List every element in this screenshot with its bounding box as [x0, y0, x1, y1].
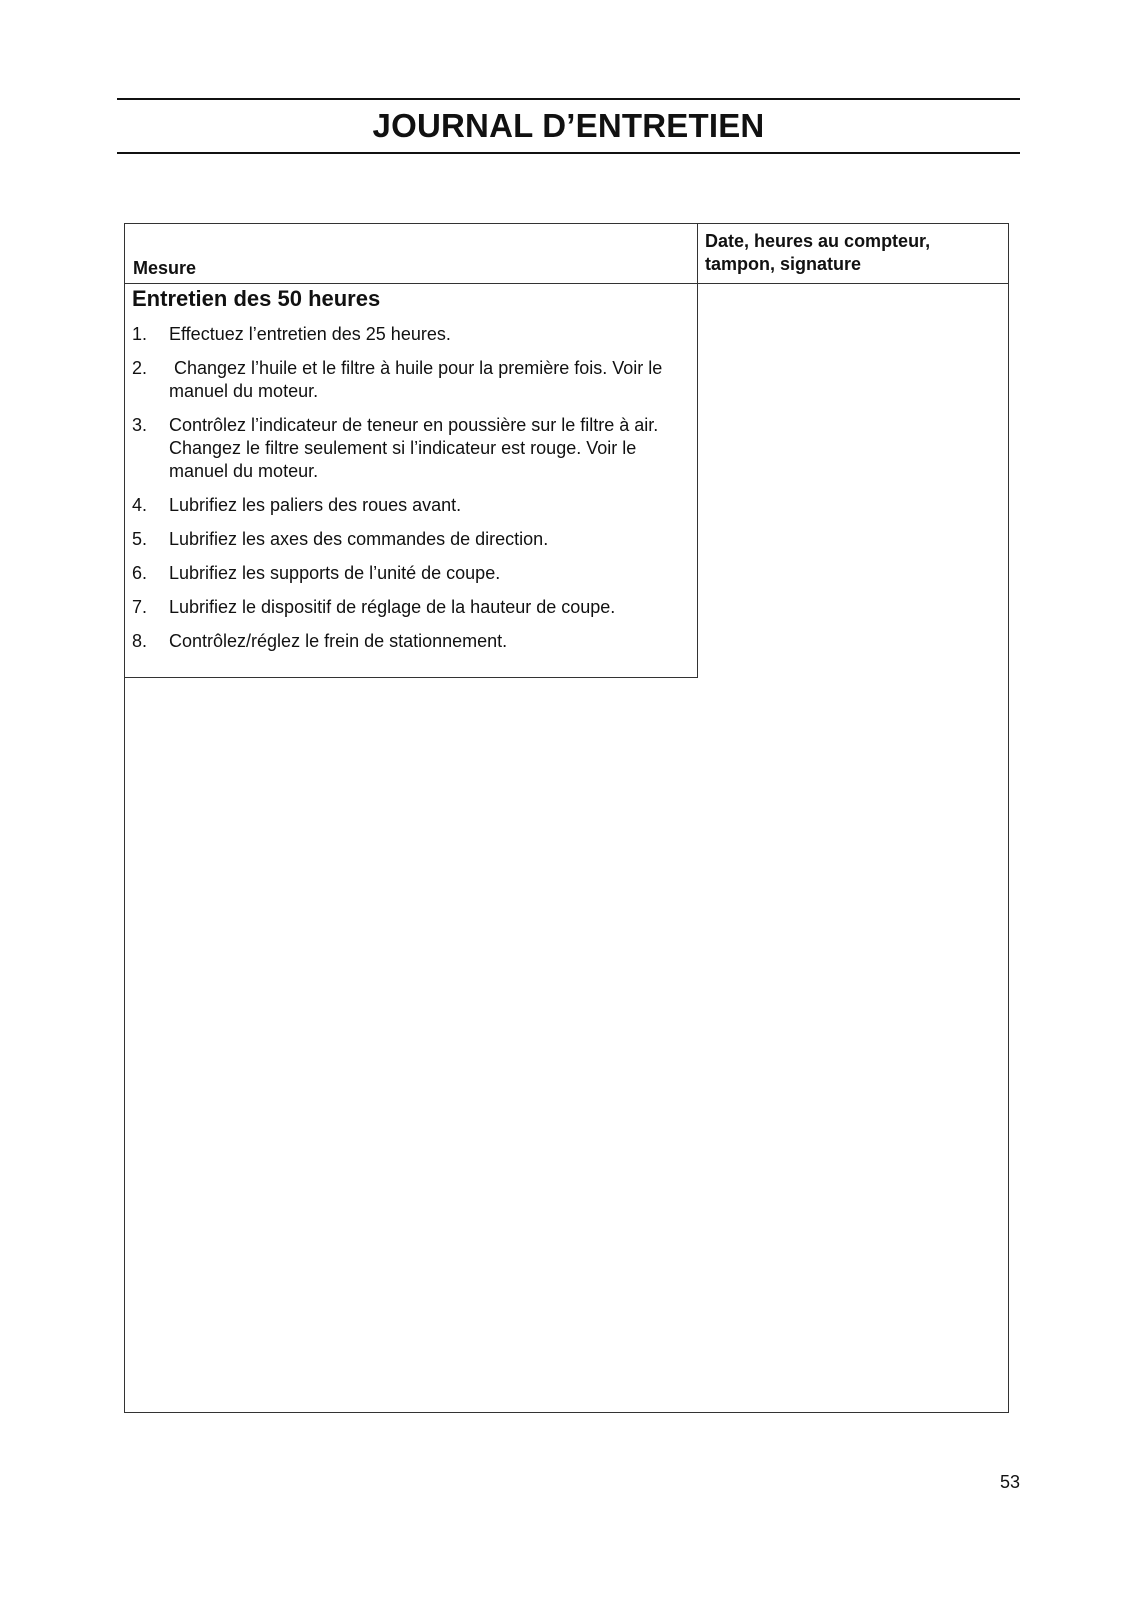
- task-item: [132, 596, 687, 619]
- task-number: 5.: [132, 529, 148, 549]
- page-title: JOURNAL D’ENTRETIEN: [372, 107, 765, 144]
- section-title: Entretien des 50 heures: [132, 286, 381, 311]
- task-text: Contrôlez l’indicateur de teneur en poussière sur le filtre à air. Changez le filtre seulement si l’indicateur est rouge. Voir le manuel du moteur.: [169, 415, 659, 481]
- task-item: [132, 562, 687, 585]
- task-text: Lubrifiez les axes des commandes de direction.: [169, 529, 549, 549]
- title-rule-bottom: [117, 152, 1020, 154]
- task-text: Lubrifiez le dispositif de réglage de la hauteur de coupe.: [169, 597, 616, 617]
- task-number: 2.: [132, 358, 148, 378]
- task-number: 1.: [132, 324, 148, 344]
- task-text: Changez l’huile et le filtre à huile pour la première fois. Voir le manuel du moteur.: [169, 358, 663, 401]
- task-item: [132, 630, 687, 653]
- task-text: Effectuez l’entretien des 25 heures.: [169, 324, 451, 344]
- maintenance-log-table: [124, 223, 1009, 1413]
- task-item: [132, 414, 687, 483]
- task-item: [132, 528, 687, 551]
- task-item: [132, 323, 687, 346]
- page-number: 53: [999, 1472, 1020, 1492]
- title-rule-top: [117, 98, 1020, 100]
- task-number: 7.: [132, 597, 148, 617]
- header-measure: Mesure: [133, 258, 197, 278]
- task-number: 3.: [132, 415, 148, 435]
- column-divider: [697, 224, 698, 677]
- task-item: [132, 357, 687, 403]
- measure-cell-bottom-border: [125, 677, 698, 678]
- header-divider: [125, 283, 1008, 284]
- header-date-signature: Date, heures au compteur, tampon, signature: [705, 231, 931, 274]
- task-text: Contrôlez/réglez le frein de stationnement.: [169, 631, 508, 651]
- task-number: 8.: [132, 631, 148, 651]
- task-item: [132, 494, 687, 517]
- task-number: 4.: [132, 495, 148, 515]
- task-number: 6.: [132, 563, 148, 583]
- task-list: [132, 323, 687, 664]
- task-text: Lubrifiez les supports de l’unité de coupe.: [169, 563, 501, 583]
- task-text: Lubrifiez les paliers des roues avant.: [169, 495, 462, 515]
